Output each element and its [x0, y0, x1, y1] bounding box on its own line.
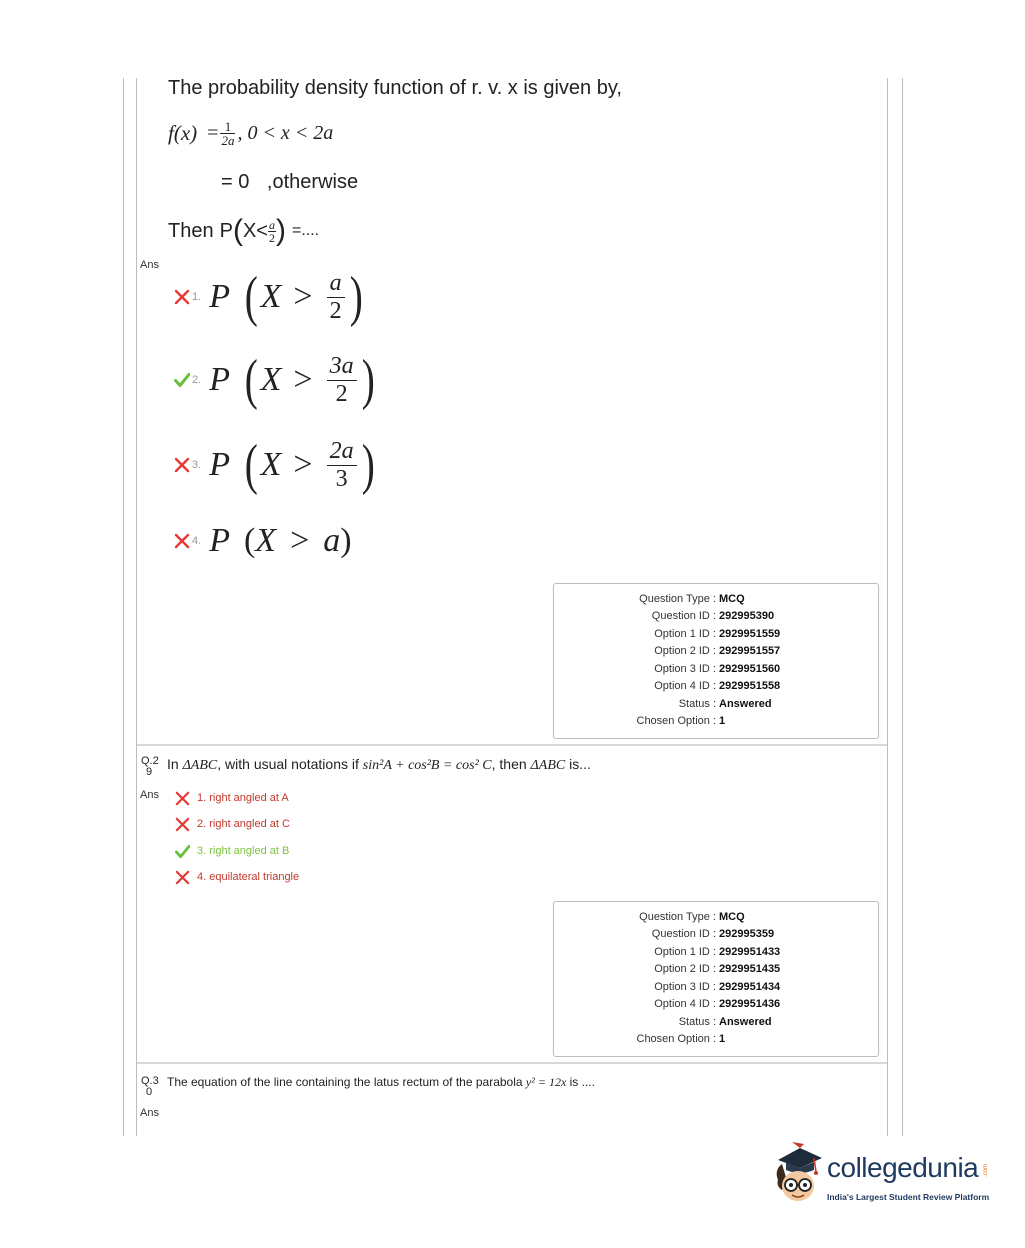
q1-ans-label: Ans [140, 259, 159, 271]
q2-info-row [554, 946, 878, 960]
q3-number-top: Q.3 [141, 1075, 159, 1087]
q1-option-4[interactable] [174, 506, 352, 576]
q1-info-row [554, 593, 878, 607]
mascot-icon [770, 1140, 826, 1215]
q1-option-2-frac-den: 2 [335, 380, 348, 407]
q2-info-row [554, 981, 878, 995]
q1-info-row [554, 680, 878, 694]
q1-option-1-math [209, 266, 365, 328]
q3-number [141, 1076, 157, 1098]
correct-check-icon [174, 372, 190, 388]
q1-paren-open: ( [232, 214, 243, 247]
q2-info-box [553, 901, 879, 1057]
logo-name: collegedunia [827, 1152, 979, 1183]
q1-option-1[interactable] [174, 262, 365, 332]
info-key: Question ID : [651, 610, 716, 622]
wrong-cross-icon [174, 289, 190, 305]
q1-option-4-a: a [323, 522, 341, 559]
q2-option-4[interactable] [175, 868, 299, 886]
q2-option-3-label: 3. right angled at B [197, 845, 290, 857]
q2-option-3[interactable] [175, 842, 289, 860]
q2-info-row [554, 911, 878, 925]
divider [137, 744, 887, 746]
wrong-cross-icon [175, 817, 190, 832]
q1-then-frac-den: 2 [268, 230, 275, 245]
wrong-cross-icon [174, 533, 190, 549]
q1-option-3[interactable] [174, 430, 377, 500]
q2-number-top: Q.2 [141, 755, 159, 767]
info-value: 2929951436 [719, 998, 781, 1010]
q1-tail: =.... [291, 222, 320, 239]
q1-option-3-frac [327, 438, 357, 492]
q3-ans-label: Ans [140, 1107, 159, 1119]
q2-info-row [554, 998, 878, 1012]
q1-option-2-P: P [209, 361, 230, 398]
q1-info-row [554, 663, 878, 677]
info-value: 2929951434 [719, 981, 781, 993]
q1-info-row [554, 715, 878, 729]
q2-text-f: ΔABC [530, 758, 566, 773]
q1-otherwise-line [221, 171, 358, 194]
info-key: Question ID : [651, 928, 716, 940]
q1-option-4-rparen: ) [340, 522, 352, 559]
q1-option-4-math [209, 522, 351, 560]
q1-option-3-gt: > [293, 446, 313, 483]
info-value: 292995390 [719, 610, 775, 622]
q2-text-e: , then [491, 756, 527, 772]
info-value: 2929951560 [719, 663, 781, 675]
q2-text-a: In [167, 756, 179, 772]
q1-option-1-rparen: ) [349, 266, 363, 328]
q1-option-2-frac [327, 353, 357, 407]
q1-option-2-gt: > [293, 361, 313, 398]
wrong-cross-icon [174, 457, 190, 473]
q2-question [167, 756, 591, 774]
info-value: 2929951558 [719, 680, 781, 692]
q1-option-4-gt: > [290, 522, 310, 559]
wrong-cross-icon [175, 870, 190, 885]
q1-option-3-num: 3. [192, 459, 202, 471]
q2-option-1[interactable] [175, 789, 289, 807]
q1-info-row [554, 698, 878, 712]
q1-option-2-frac-num: 3a [327, 353, 357, 380]
q1-option-3-lparen: ( [244, 434, 258, 496]
q1-frac-den: 2a [221, 133, 235, 148]
wrong-cross-icon [175, 791, 190, 806]
info-value: MCQ [719, 593, 745, 605]
correct-check-icon [175, 844, 190, 859]
q1-option-2-num: 2. [192, 374, 202, 386]
q2-text-d: sin²A + cos²B = cos² C [362, 758, 492, 773]
info-key: Option 1 ID : [654, 946, 716, 958]
q1-zero: = 0 [221, 171, 250, 193]
q1-option-3-math [209, 434, 377, 496]
q1-option-1-frac-num: a [327, 270, 345, 297]
info-value: Answered [719, 698, 772, 710]
q1-then-frac [268, 219, 276, 244]
q1-option-4-num: 4. [192, 535, 202, 547]
q1-option-4-P: P [209, 522, 230, 559]
info-key: Status : [678, 698, 716, 710]
q1-info-row [554, 610, 878, 624]
q1-option-2-math [209, 349, 377, 411]
q1-option-4-X: X [255, 522, 277, 559]
q1-option-3-rparen: ) [361, 434, 375, 496]
right-border-outer [902, 78, 903, 1136]
q2-number [141, 756, 157, 778]
q1-option-2-X: X [260, 361, 282, 398]
q2-info-row [554, 928, 878, 942]
info-key: Option 3 ID : [654, 663, 716, 675]
info-value: 2929951557 [719, 645, 781, 657]
info-value: Answered [719, 1016, 772, 1028]
info-value: 1 [719, 715, 726, 727]
left-border-inner [136, 78, 137, 1136]
info-value: 2929951435 [719, 963, 781, 975]
q1-P: P [219, 219, 233, 242]
q1-option-3-P: P [209, 446, 230, 483]
q1-option-1-gt: > [293, 278, 313, 315]
info-key: Status : [678, 1016, 716, 1028]
info-key: Chosen Option : [636, 715, 716, 727]
q2-option-2[interactable] [175, 815, 290, 833]
info-key: Option 1 ID : [654, 628, 716, 640]
q2-option-1-label: 1. right angled at A [197, 792, 289, 804]
q1-option-1-frac [327, 270, 345, 324]
q1-option-4-lparen: ( [243, 522, 256, 559]
info-key: Question Type : [639, 593, 716, 605]
q1-info-row [554, 628, 878, 642]
q2-info-row [554, 1016, 878, 1030]
q1-info-row [554, 645, 878, 659]
q1-option-1-X: X [260, 278, 282, 315]
q1-option-3-frac-den: 3 [335, 465, 348, 492]
info-key: Option 2 ID : [654, 645, 716, 657]
q1-option-2-rparen: ) [361, 349, 375, 411]
info-value: 2929951433 [719, 946, 781, 958]
q3-number-bottom: 0 [145, 1086, 153, 1098]
info-key: Option 4 ID : [654, 680, 716, 692]
q1-frac-num: 1 [220, 120, 235, 134]
q1-option-3-X: X [260, 446, 282, 483]
q1-range: , 0 < x < 2a [237, 122, 334, 144]
q2-ans-label: Ans [140, 789, 159, 801]
q2-text-g: is... [569, 756, 591, 772]
info-value: 2929951559 [719, 628, 781, 640]
q1-fraction [220, 120, 235, 147]
q1-otherwise: ,otherwise [266, 171, 359, 193]
right-border-inner [887, 78, 888, 1136]
q1-option-2[interactable] [174, 345, 377, 415]
info-value: 1 [719, 1033, 726, 1045]
q2-info-row [554, 1033, 878, 1047]
q1-option-1-P: P [209, 278, 230, 315]
q1-option-2-lparen: ( [244, 349, 258, 411]
q1-option-1-num: 1. [192, 291, 202, 303]
logo-tagline: India's Largest Student Review Platform [827, 1192, 990, 1202]
left-border-outer [123, 78, 124, 1136]
info-key: Chosen Option : [636, 1033, 716, 1045]
logo-com: .com [983, 1164, 989, 1178]
q2-number-bottom: 9 [145, 766, 153, 778]
q3-text-a: The equation of the line containing the latus rectum of the parabola [167, 1075, 523, 1089]
collegedunia-logo[interactable] [770, 1140, 1010, 1215]
q2-text-c: , with usual notations if [217, 756, 359, 772]
q1-then: Then [168, 219, 214, 242]
q3-question [167, 1075, 595, 1090]
info-key: Option 4 ID : [654, 998, 716, 1010]
q2-option-2-label: 2. right angled at C [197, 818, 290, 830]
q2-text-b: ΔABC [182, 758, 218, 773]
q1-then-frac-num: a [268, 217, 275, 232]
q2-option-4-label: 4. equilateral triangle [197, 871, 300, 883]
q1-paren-close: ) [275, 214, 286, 247]
divider [137, 1062, 887, 1064]
q1-option-1-lparen: ( [244, 266, 258, 328]
info-key: Option 3 ID : [654, 981, 716, 993]
info-key: Option 2 ID : [654, 963, 716, 975]
info-value: 292995359 [719, 928, 775, 940]
q3-text-b: y² = 12x [525, 1075, 567, 1089]
q1-eq: = [207, 122, 219, 144]
q1-option-3-frac-num: 2a [327, 438, 357, 465]
q1-fx: f(x) [168, 121, 198, 145]
q1-pdf-line [168, 120, 333, 147]
q1-info-box [553, 583, 879, 739]
info-value: MCQ [719, 911, 745, 923]
q1-option-1-frac-den: 2 [329, 297, 342, 324]
info-key: Question Type : [639, 911, 716, 923]
q2-info-row [554, 963, 878, 977]
q3-text-c: is .... [569, 1075, 595, 1089]
q1-then-line [168, 216, 319, 246]
q1-statement: The probability density function of r. v. x is given by, [168, 77, 622, 99]
q1-x-lt: X< [242, 219, 268, 242]
